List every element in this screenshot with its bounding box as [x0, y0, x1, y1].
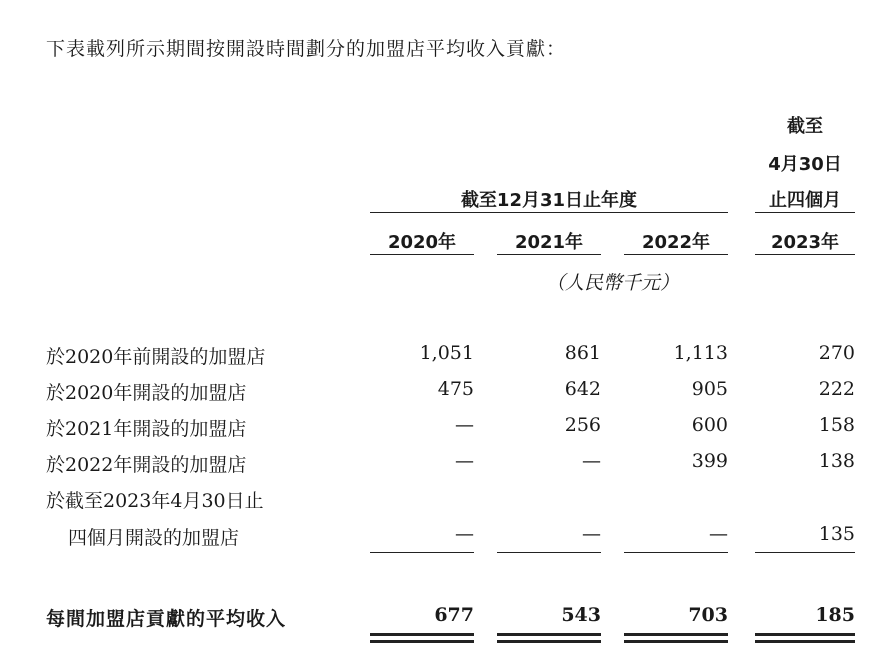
year-header-2021: 2021年 — [514, 232, 584, 253]
total-double-rule-2020-bottom — [370, 640, 474, 643]
row-label: 於2022年開設的加盟店 — [46, 454, 247, 476]
total-double-rule-2022-bottom — [624, 640, 728, 643]
year-header-2023: 2023年 — [770, 232, 840, 253]
table-cell: 158 — [818, 414, 855, 436]
total-double-rule-2023-top — [755, 633, 855, 636]
table-cell: 1,051 — [419, 342, 474, 364]
total-cell-2021: 543 — [561, 604, 601, 626]
period-group-label: 截至12月31日止年度 — [460, 190, 638, 211]
table-cell: 222 — [818, 378, 855, 400]
table-cell: — — [455, 414, 474, 436]
table-cell: 861 — [564, 342, 601, 364]
table-cell: — — [455, 450, 474, 472]
year-rule-2023 — [755, 254, 855, 255]
total-double-rule-2022-top — [624, 633, 728, 636]
unit-label: （人民幣千元） — [545, 272, 679, 294]
total-double-rule-2020-top — [370, 633, 474, 636]
row-label: 於2020年前開設的加盟店 — [46, 346, 266, 368]
intro-text: 下表載列所示期間按開設時間劃分的加盟店平均收入貢獻： — [46, 38, 567, 60]
total-double-rule-2021-bottom — [497, 640, 601, 643]
table-cell: 1,113 — [673, 342, 728, 364]
total-double-rule-2021-top — [497, 633, 601, 636]
table-cell: 642 — [564, 378, 601, 400]
table-cell: 475 — [437, 378, 474, 400]
subtotal-rule-2023 — [755, 552, 855, 553]
table-cell: — — [455, 523, 474, 545]
subtotal-rule-2020 — [370, 552, 474, 553]
total-cell-2023: 185 — [815, 604, 855, 626]
table-cell: — — [582, 523, 601, 545]
last-period-label-line1: 截至 — [787, 116, 823, 137]
table-cell: 270 — [818, 342, 855, 364]
table-cell: 600 — [691, 414, 728, 436]
year-header-2022: 2022年 — [641, 232, 711, 253]
total-double-rule-2023-bottom — [755, 640, 855, 643]
subtotal-rule-2021 — [497, 552, 601, 553]
table-cell: — — [582, 450, 601, 472]
subtotal-rule-2022 — [624, 552, 728, 553]
row-label: 於2020年開設的加盟店 — [46, 382, 247, 404]
table-cell: 256 — [564, 414, 601, 436]
row-label-line2: 四個月開設的加盟店 — [68, 527, 240, 549]
table-cell: 138 — [818, 450, 855, 472]
last-period-label-line3: 止四個月 — [769, 190, 841, 211]
table-cell: 905 — [691, 378, 728, 400]
last-period-label-line2: 4月30日 — [768, 154, 842, 175]
year-header-2020: 2020年 — [387, 232, 457, 253]
table-cell: 399 — [691, 450, 728, 472]
total-cell-2022: 703 — [688, 604, 728, 626]
row-label: 於2021年開設的加盟店 — [46, 418, 247, 440]
group-header-rule — [370, 212, 728, 213]
table-cell: 135 — [818, 523, 855, 545]
year-rule-2021 — [497, 254, 601, 255]
total-cell-2020: 677 — [434, 604, 474, 626]
year-rule-2022 — [624, 254, 728, 255]
total-row-label: 每間加盟店貢獻的平均收入 — [46, 608, 287, 630]
row-label-line1: 於截至2023年4月30日止 — [46, 490, 264, 512]
table-cell: — — [709, 523, 728, 545]
year-rule-2020 — [370, 254, 474, 255]
last-period-header-rule — [755, 212, 855, 213]
